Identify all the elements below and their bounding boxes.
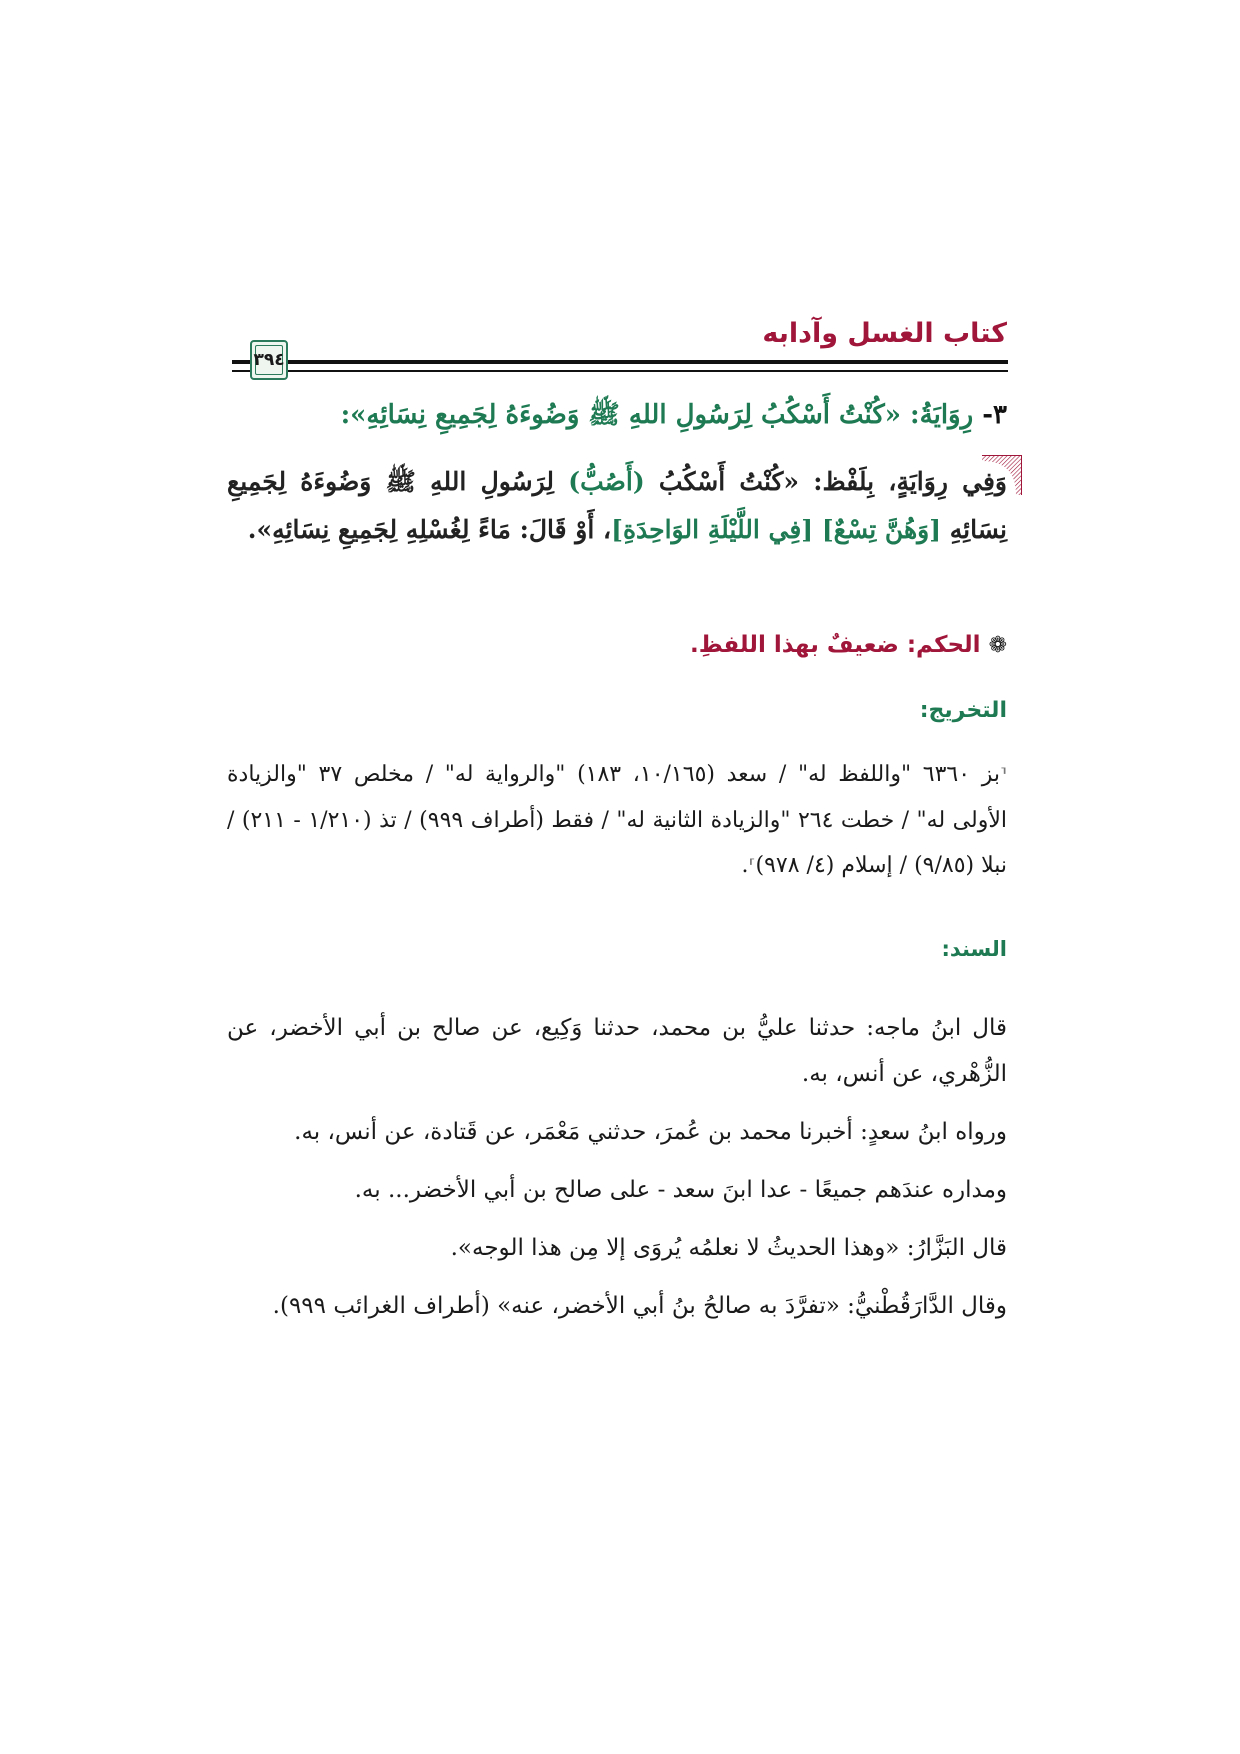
bracket-open-icon: ⸢: [999, 765, 1008, 786]
header-rule-bottom: [285, 370, 1008, 372]
narration-variant: (أَصُبُّ): [568, 467, 645, 496]
bracket-close-icon: ⸣: [748, 856, 756, 877]
sanad-paragraph-2: ورواه ابنُ سعدٍ: أخبرنا محمد بن عُمرَ، حدثني مَعْمَر، عن قَتادة، عن أنس، به.: [294, 1119, 1007, 1145]
page-number: ٣٩٤: [253, 350, 285, 370]
narration-paragraph: [227, 458, 1007, 554]
header-rule-top: [285, 360, 1008, 364]
ruling-value: ضعيفٌ بهذا اللفظِ.: [690, 632, 899, 658]
running-title: كتاب الغسل وآدابه: [762, 318, 1007, 349]
takhrij-text: بز ٦٣٦٠ "واللفظ له" / سعد (١٠/١٦٥، ١٨٣) "والرواية له" / مخلص ٣٧ "والزيادة الأولى له" / خطت ٢٦٤ "والزيادة الثانية له" / فقط (أطراف ٩٩٩) / تذ (١/٢١٠ - ٢١١) / نبلا (٩/٨٥) / إسلام (٤/ ٩٧٨): [227, 762, 1007, 878]
sanad-heading: السند:: [941, 937, 1007, 961]
sanad-paragraph-3: ومداره عندَهم جميعًا - عدا ابنَ سعد - على صالح بن أبي الأخضر... به.: [354, 1177, 1007, 1203]
section-heading: [227, 398, 1007, 436]
sanad-paragraph-5: وقال الدَّارَقُطْنيُّ: «تفرَّدَ به صالحُ بنُ أبي الأخضر، عنه» (أطراف الغرائب ٩٩٩).: [272, 1293, 1007, 1319]
narration-intro: وَفِي رِوَايَةٍ، بِلَفْظ:: [799, 467, 1008, 496]
page-number-frame-icon: [250, 340, 288, 380]
section-number: ٣-: [982, 400, 1007, 430]
sanad-paragraph-4: قال البَزَّارُ: «وهذا الحديثُ لا نعلمُه يُروَى إلا مِن هذا الوجه».: [450, 1235, 1007, 1261]
page-number-frame-inner: [255, 345, 283, 375]
ruling-line: [227, 632, 1007, 658]
narration-mid: ، أَوْ قَالَ:: [510, 515, 612, 544]
narration-quote-part2: لِرَسُولِ اللهِ ﷺ وَضُوءَهُ لِجَمِيعِ نِسَائِهِ: [227, 467, 1007, 544]
takhrij-body: [227, 752, 1007, 889]
header-rule-left-bottom: [232, 370, 250, 372]
narration-quote-part1: «كُنْتُ أَسْكُبُ: [644, 467, 800, 496]
header-rule-left-top: [232, 360, 250, 364]
takhrij-heading: التخريج:: [919, 698, 1007, 723]
narration-quote-part3: مَاءً لِغُسْلِهِ لِجَمِيعِ نِسَائِهِ»: [256, 515, 511, 544]
narration-addition-1: [وَهُنَّ تِسْعٌ]: [821, 515, 942, 544]
sanad-paragraph-1: قال ابنُ ماجه: حدثنا عليُّ بن محمد، حدثنا وَكِيع، عن صالح بن أبي الأخضر، عن الزُّهْري، عن أنس، به.: [227, 1015, 1007, 1087]
takhrij-end: .: [741, 853, 749, 878]
section-title: رِوَايَةُ: «كُنْتُ أَسْكُبُ لِرَسُولِ اللهِ ﷺ وَضُوءَهُ لِجَمِيعِ نِسَائِهِ»:: [340, 400, 974, 430]
narration-addition-2: [فِي اللَّيْلَةِ الوَاحِدَةِ]: [611, 515, 822, 544]
narration-end: .: [247, 515, 257, 544]
ruling-label: الحكم:: [906, 632, 981, 658]
rosette-icon: ❁: [988, 633, 1007, 658]
